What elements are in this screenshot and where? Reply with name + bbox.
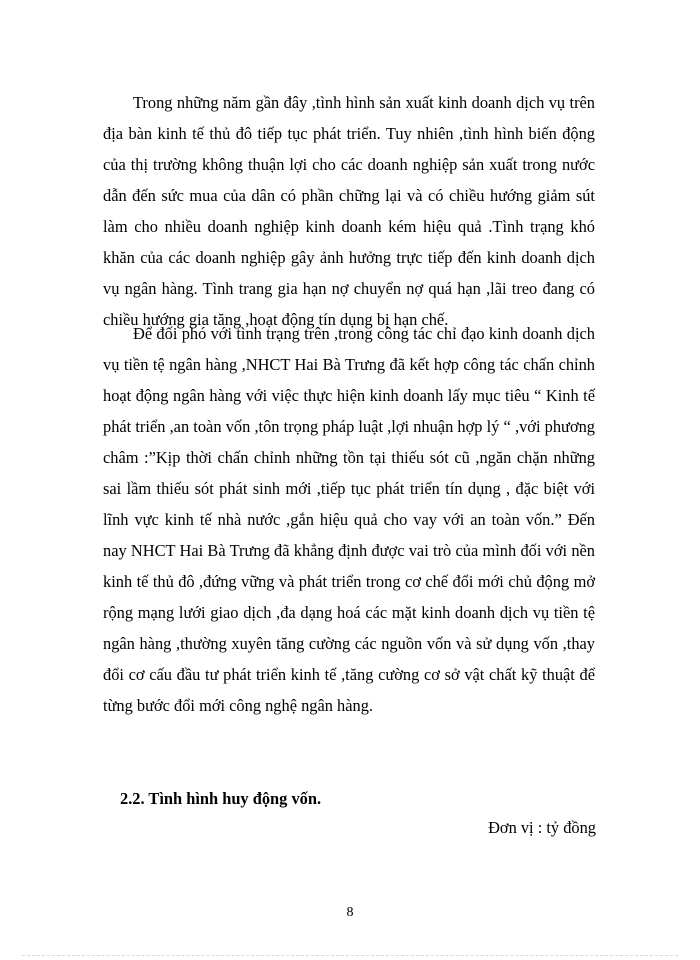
body-paragraph-2: Để đối phó với tình trạng trên ,trong công tác chỉ đạo kinh doanh dịch vụ tiền tệ ngân hàng ,NHCT Hai Bà Trưng đã kết hợp công tác chấn chỉnh hoạt động ngân hàng với việc thực hiện kinh doanh lấy mục tiêu “ Kinh tế phát triển ,an toàn vốn ,tôn trọng pháp luật ,lợi nhuận hợp lý “ ,với phương châm :”Kịp thời chấn chỉnh những tồn tại thiếu sót cũ ,ngăn chặn những sai lầm thiếu sót phát sinh mới ,tiếp tục phát triển tín dụng , đặc biệt với lĩnh vực kinh tế nhà nước ,gắn hiệu quả cho vay với an toàn vốn.” Đến nay NHCT Hai Bà Trưng đã khẳng định được vai trò của mình đối với nền kinh tế thủ đô ,đứng vững và phát triển trong cơ chế đổi mới chủ động mở rộng mạng lưới giao dịch ,đa dạng hoá các mặt kinh doanh dịch vụ tiền tệ ngân hàng ,thường xuyên tăng cường các nguồn vốn và sử dụng vốn ,thay đổi cơ cấu đầu tư phát triển kinh tế ,tăng cường cơ sở vật chất kỹ thuật để từng bước đổi mới công nghệ ngân hàng. — [103, 324, 595, 715]
body-paragraph-1: Trong những năm gần đây ,tình hình sản xuất kinh doanh dịch vụ trên địa bàn kinh tế thủ đô tiếp tục phát triển. Tuy nhiên ,tình hình biến động của thị trường không thuận lợi cho các doanh nghiệp sản xuất trong nước dẫn đến sức mua của dân có phần chững lại và có chiều hướng giảm sút làm cho nhiều doanh nghiệp kinh doanh kém hiệu quả .Tình trạng khó khăn của các doanh nghiệp gây ảnh hưởng trực tiếp đến kinh doanh dịch vụ ngân hàng. Tình trang gia hạn nợ chuyển nợ quá hạn ,lãi treo đang có chiều hướng gia tăng ,hoạt động tín dụng bị hạn chế. — [103, 93, 595, 329]
page-number: 8 — [346, 905, 354, 920]
section-heading: 2.2. Tình hình huy động vốn. — [120, 789, 322, 808]
page-bottom-border — [22, 955, 678, 956]
unit-label: Đơn vị : tỷ đồng — [488, 818, 596, 837]
